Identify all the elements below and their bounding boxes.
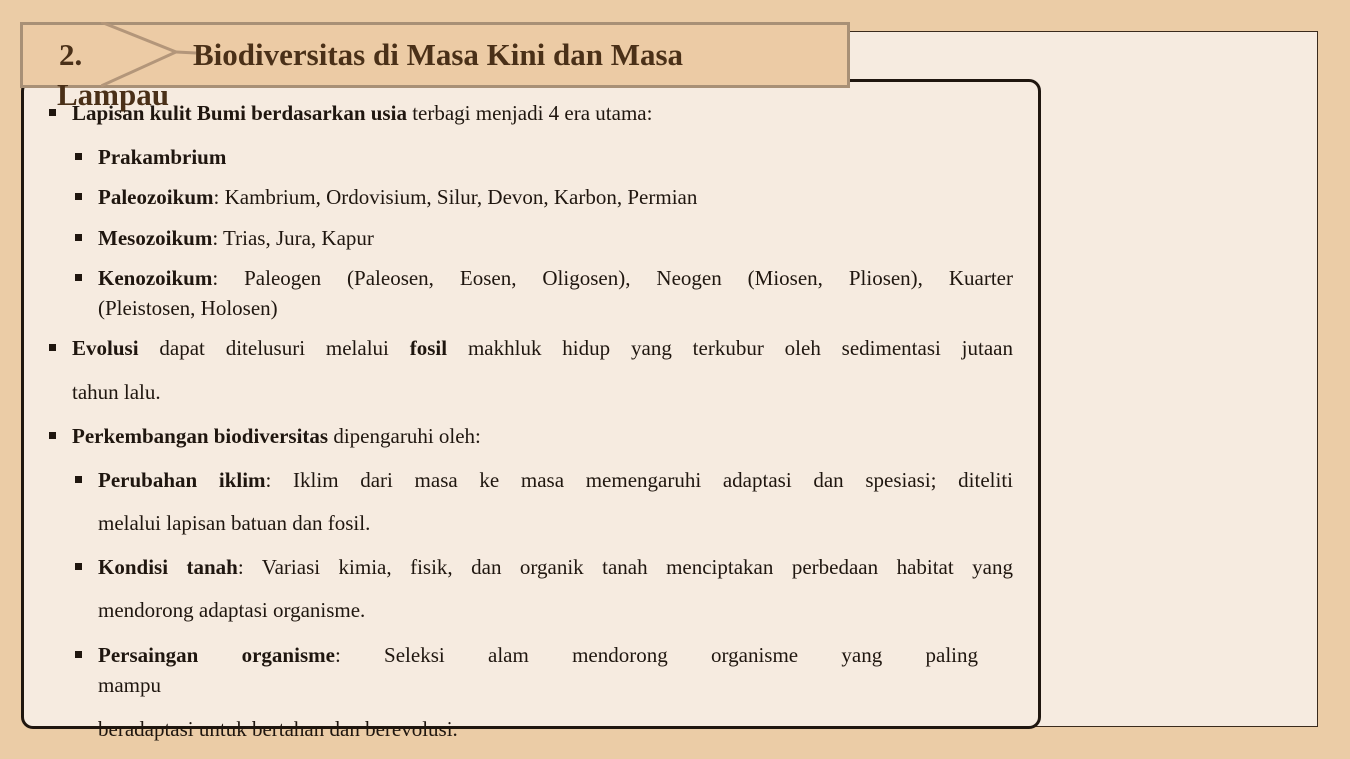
sub-list-item-continuation: melalui lapisan batuan dan fosil. [98,511,371,535]
section-title: Biodiversitas di Masa Kini dan Masa [193,37,684,72]
sub-list-item: Persaingan organisme: Seleksi alam mendorong organisme yang paling [48,640,978,670]
sub-list-item-continuation: beradaptasi untuk bertahan dan berevolusi. [98,717,458,741]
section-number: 2. [59,37,83,72]
sub-list-item-continuation: mendorong adaptasi organisme. [98,598,366,622]
sub-list-item: Paleozoikum: Kambrium, Ordovisium, Silur, Devon, Karbon, Permian [48,182,1013,212]
bullet-icon [75,563,82,570]
bullet-icon [75,651,82,658]
bullet-icon [75,193,82,200]
list-item: Evolusi dapat ditelusuri melalui fosil makhluk hidup yang terkubur oleh sedimentasi jutaan [48,333,1013,363]
bullet-icon [75,153,82,160]
bullet-icon [49,432,56,439]
sub-list-item-continuation: mampu [98,673,161,697]
bullet-icon [75,476,82,483]
bullet-icon [75,234,82,241]
section-title-overflow: Lampau [57,77,169,112]
sub-list-item: Kondisi tanah: Variasi kimia, fisik, dan organik tanah menciptakan perbedaan habitat yang [48,552,1013,582]
sub-list-item: Perubahan iklim: Iklim dari masa ke masa memengaruhi adaptasi dan spesiasi; diteliti [48,465,1013,495]
sub-list-item: Prakambrium [48,142,1013,172]
list-item-continuation: tahun lalu. [72,380,161,404]
bullet-icon [75,274,82,281]
list-item: Perkembangan biodiversitas dipengaruhi oleh: [48,421,1013,451]
bullet-icon [49,109,56,116]
sub-list-item-continuation: (Pleistosen, Holosen) [98,296,278,320]
sub-list-item: Kenozoikum: Paleogen (Paleosen, Eosen, Oligosen), Neogen (Miosen, Pliosen), Kuarter [48,263,1013,293]
sub-list-item: Mesozoikum: Trias, Jura, Kapur [48,223,1013,253]
list-item: Lapisan kulit Bumi berdasarkan usia terbagi menjadi 4 era utama: [48,98,1013,128]
bullet-icon [49,344,56,351]
